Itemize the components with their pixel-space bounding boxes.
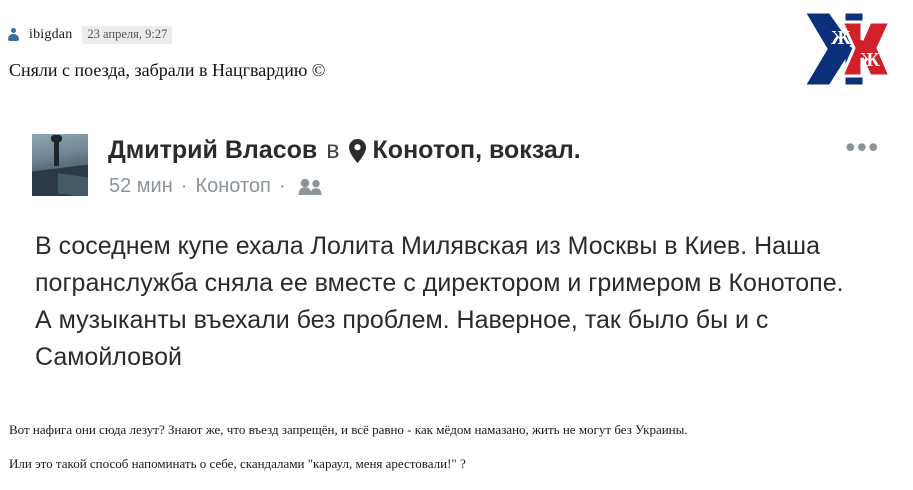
embedded-post-card (30, 120, 888, 420)
card-location[interactable]: Конотоп, вокзал (372, 136, 574, 164)
meta-separator-2: · (278, 175, 286, 197)
post-author[interactable]: ibigdan (29, 27, 73, 42)
post-meta-row (8, 26, 172, 44)
meta-separator-1: · (180, 175, 188, 197)
post-timestamp: 23 апреля, 9:27 (82, 26, 172, 44)
post-text: Сняли с поезда, забрали в Нацгвардию © (9, 60, 326, 80)
card-city[interactable]: Конотоп (195, 175, 271, 197)
more-options-button[interactable]: ••• (845, 132, 880, 162)
friends-icon[interactable] (298, 178, 324, 195)
post-thumbnail[interactable] (32, 134, 88, 196)
map-pin-icon (349, 139, 366, 163)
card-preposition: в (326, 136, 340, 164)
comments-list (9, 422, 899, 490)
card-body-text: В соседнем купе ехала Лолита Милявская из Москвы в Киев. Наша погранслужба сняла ее вместе с директором и гримером в Конотопе. А музыканты въехали без проблем. Наверное, так было бы и с Самойловой (35, 232, 844, 371)
card-author[interactable]: Дмитрий Власов (108, 136, 318, 164)
comment-item: Вот нафига они сюда лезут? Знают же, что въезд запрещён, и всё равно - как мёдом намазано, жить не могут без Украины. (9, 422, 688, 437)
comment-item: Или это такой способ напоминать о себе, скандалами "караул, меня арестовали!" ? (9, 456, 466, 471)
svg-text:Ж: Ж (860, 49, 880, 71)
card-time-ago: 52 мин (109, 175, 173, 197)
user-icon (8, 28, 19, 42)
card-location-period: . (573, 136, 581, 164)
card-meta-line (109, 175, 324, 198)
card-title-line (108, 136, 581, 165)
kj-logo (800, 8, 895, 90)
svg-text:Ж: Ж (831, 27, 851, 49)
card-header (30, 120, 888, 202)
